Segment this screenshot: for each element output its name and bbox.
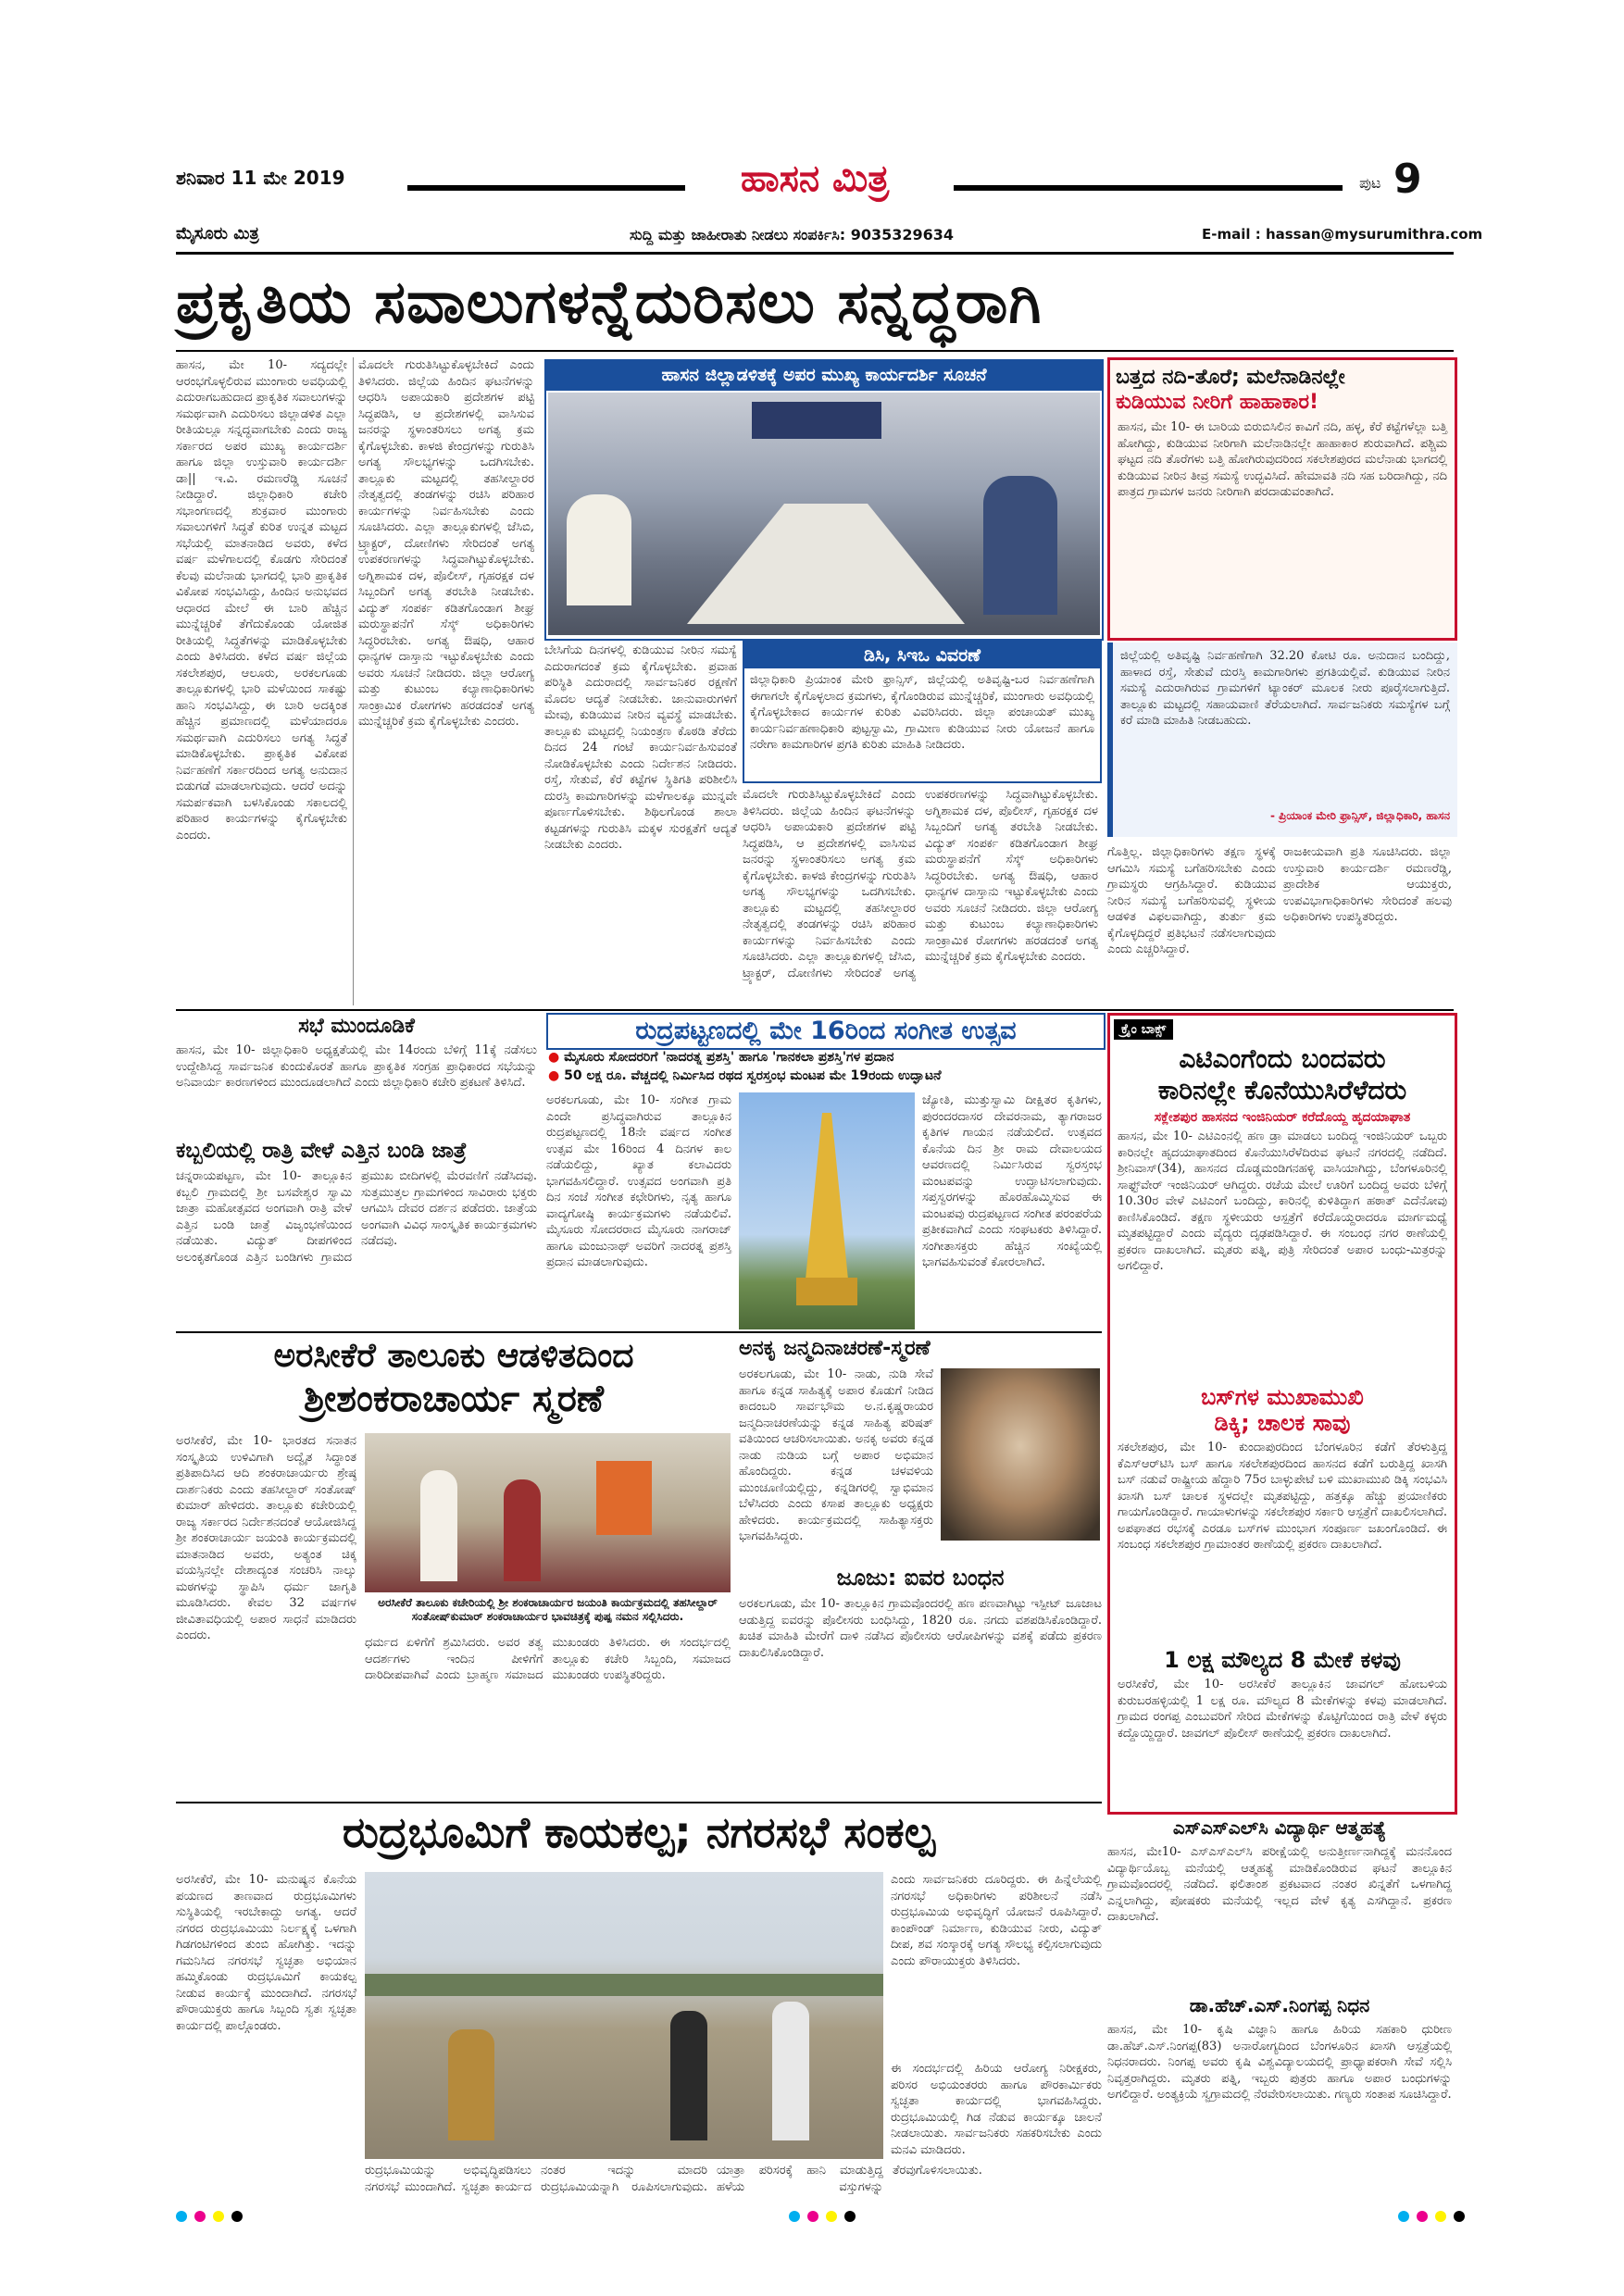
arsikere-caption: ಅರಸೀಕೆರೆ ತಾಲೂಕು ಕಚೇರಿಯಲ್ಲಿ ಶ್ರೀ ಶಂಕರಾಚಾರ್ಯರ ಜಯಂತಿ ಕಾರ್ಯಕ್ರಮದಲ್ಲಿ ತಹಸೀಲ್ದಾರ್ ಸಂತೋಷ್‌ಕುಮಾರ್ ಶಂಕರಾಚಾರ್ಯರ ಭಾವಚಿತ್ರಕ್ಕೆ ಪುಷ್ಪ ನಮನ ಸಲ್ಲಿಸಿದರು. bbox=[378, 1596, 718, 1623]
crime-title-1: ಎಟಿಎಂಗೆಂದು ಬಂದವರು bbox=[1179, 1043, 1386, 1074]
rudrapatna-bullet-1 bbox=[548, 1050, 1104, 1065]
crematorium-under: ರುದ್ರಭೂಮಿಯನ್ನು ಅಭಿವೃದ್ಧಿಪಡಿಸಲು ನಗರಸಭೆ ಮುಂದಾಗಿದೆ. ಸ್ವಚ್ಛತಾ ಕಾರ್ಯದ ನಂತರ ಇದನ್ನು ಮಾದರಿ ರುದ್ರಭೂಮಿಯನ್ನಾಗಿ ರೂಪಿಸಲಾಗುವುದು. ಯಾತ್ರಾ ಪರಿಸರಕ್ಕೆ ಹಾನಿ ಮಾಡುತ್ತಿದ್ದ ಹಳೆಯ ವಸ್ತುಗಳನ್ನು ತೆರವುಗೊಳಿಸಲಾಯಿತು. bbox=[365, 2164, 982, 2194]
bullet-icon: ● bbox=[548, 1050, 565, 1065]
masthead-rule-left bbox=[407, 185, 685, 191]
arsikere-title-1: ಅರಸೀಕೆರೆ ತಾಲೂಕು ಆಡಳಿತದಿಂದ bbox=[273, 1337, 634, 1375]
registration-dot bbox=[1435, 2211, 1446, 2222]
lead-headline: ಪ್ರಕೃತಿಯ ಸವಾಲುಗಳನ್ನೆದುರಿಸಲು ಸನ್ನದ್ಧರಾಗಿ bbox=[176, 268, 1043, 337]
crematorium-title: ರುದ್ರಭೂಮಿಗೆ ಕಾಯಕಲ್ಪ; ನಗರಸಭೆ ಸಂಕಲ್ಪ bbox=[342, 1807, 936, 1857]
masthead-date: ಶನಿವಾರ 11 ಮೇ 2019 bbox=[176, 167, 345, 189]
kabbali-body: ಚನ್ನರಾಯಪಟ್ಟಣ, ಮೇ 10- ತಾಲ್ಲೂಕಿನ ಕಬ್ಬಲಿ ಗ್ರಾಮದಲ್ಲಿ ಶ್ರೀ ಬಸವೇಶ್ವರ ಸ್ವಾಮಿ ಜಾತ್ರಾ ಮಹೋತ್ಸವದ ಅಂಗವಾಗಿ ರಾತ್ರಿ ವೇಳೆ ಎತ್ತಿನ ಬಂಡಿ ಜಾತ್ರೆ ವಿಜೃಂಭಣೆಯಿಂದ ನಡೆಯಿತು. ವಿದ್ಯುತ್ ದೀಪಗಳಿಂದ ಅಲಂಕೃತಗೊಂಡ ಎತ್ತಿನ ಬಂಡಿಗಳು ಗ್ರಾಮದ ಪ್ರಮುಖ ಬೀದಿಗಳಲ್ಲಿ ಮೆರವಣಿಗೆ ನಡೆಸಿದವು. ಸುತ್ತಮುತ್ತಲ ಗ್ರಾಮಗಳಿಂದ ಸಾವಿರಾರು ಭಕ್ತರು ಆಗಮಿಸಿ ದೇವರ ದರ್ಶನ ಪಡೆದರು. ಜಾತ್ರೆಯ ಅಂಗವಾಗಿ ವಿವಿಧ ಸಾಂಸ್ಕೃತಿಕ ಕಾರ್ಯಕ್ರಮಗಳು ನಡೆದವು. bbox=[176, 1169, 537, 1265]
registration-dot bbox=[194, 2211, 206, 2222]
arsikere-body: ಅರಸೀಕೆರೆ, ಮೇ 10- ಭಾರತದ ಸನಾತನ ಸಂಸ್ಕೃತಿಯ ಉಳಿವಿಗಾಗಿ ಅದ್ವೈತ ಸಿದ್ಧಾಂತ ಪ್ರತಿಪಾದಿಸಿದ ಆದಿ ಶಂಕರಾಚಾರ್ಯರು ಶ್ರೇಷ್ಠ ದಾರ್ಶನಿಕರು ಎಂದು ತಹಸೀಲ್ದಾರ್ ಸಂತೋಷ್ ಕುಮಾರ್ ಹೇಳಿದರು. ತಾಲ್ಲೂಕು ಕಚೇರಿಯಲ್ಲಿ ರಾಜ್ಯ ಸರ್ಕಾರದ ನಿರ್ದೇಶನದಂತೆ ಆಯೋಜಿಸಿದ್ದ ಶ್ರೀ ಶಂಕರಾಚಾರ್ಯ ಜಯಂತಿ ಕಾರ್ಯಕ್ರಮದಲ್ಲಿ ಮಾತನಾಡಿದ ಅವರು, ಅತ್ಯಂತ ಚಿಕ್ಕ ವಯಸ್ಸಿನಲ್ಲೇ ದೇಶಾದ್ಯಂತ ಸಂಚರಿಸಿ ನಾಲ್ಕು ಮಠಗಳನ್ನು ಸ್ಥಾಪಿಸಿ ಧರ್ಮ ಜಾಗೃತಿ ಮೂಡಿಸಿದರು. ಕೇವಲ 32 ವರ್ಷಗಳ ಜೀವಿತಾವಧಿಯಲ್ಲಿ ಅಪಾರ ಸಾಧನೆ ಮಾಡಿದರು ಎಂದರು. bbox=[176, 1434, 356, 1642]
registration-dot bbox=[176, 2211, 187, 2222]
lead-column-2: ಮೊದಲೇ ಗುರುತಿಸಿಟ್ಟುಕೊಳ್ಳಬೇಕಿದೆ ಎಂದು ತಿಳಿಸಿದರು. ಜಿಲ್ಲೆಯ ಹಿಂದಿನ ಘಟನೆಗಳನ್ನು ಆಧರಿಸಿ ಅಪಾಯಕಾರಿ ಪ್ರದೇಶಗಳ ಪಟ್ಟಿ ಸಿದ್ಧಪಡಿಸಿ, ಆ ಪ್ರದೇಶಗಳಲ್ಲಿ ವಾಸಿಸುವ ಜನರನ್ನು ಸ್ಥಳಾಂತರಿಸಲು ಅಗತ್ಯ ಕ್ರಮ ಕೈಗೊಳ್ಳಬೇಕು. ಕಾಳಜಿ ಕೇಂದ್ರಗಳನ್ನು ಗುರುತಿಸಿ ಅಗತ್ಯ ಸೌಲಭ್ಯಗಳನ್ನು ಒದಗಿಸಬೇಕು. ತಾಲ್ಲೂಕು ಮಟ್ಟದಲ್ಲಿ ತಹಸೀಲ್ದಾರರ ನೇತೃತ್ವದಲ್ಲಿ ತಂಡಗಳನ್ನು ರಚಿಸಿ ಪರಿಹಾರ ಕಾರ್ಯಗಳನ್ನು ನಿರ್ವಹಿಸಬೇಕು ಎಂದು ಸೂಚಿಸಿದರು. ಎಲ್ಲಾ ತಾಲ್ಲೂಕುಗಳಲ್ಲಿ ಜೆಸಿಬಿ, ಟ್ರ್ಯಾಕ್ಟರ್, ದೋಣಿಗಳು ಸೇರಿದಂತೆ ಅಗತ್ಯ ಉಪಕರಣಗಳನ್ನು ಸಿದ್ಧವಾಗಿಟ್ಟುಕೊಳ್ಳಬೇಕು. ಅಗ್ನಿಶಾಮಕ ದಳ, ಪೊಲೀಸ್, ಗೃಹರಕ್ಷಕ ದಳ ಸಿಬ್ಬಂದಿಗೆ ಅಗತ್ಯ ತರಬೇತಿ ನೀಡಬೇಕು. ವಿದ್ಯುತ್ ಸಂಪರ್ಕ ಕಡಿತಗೊಂಡಾಗ ಶೀಘ್ರ ಮರುಸ್ಥಾಪನೆಗೆ ಸೆಸ್ಕ್ ಅಧಿಕಾರಿಗಳು ಸಿದ್ಧರಿರಬೇಕು. ಅಗತ್ಯ ಔಷಧಿ, ಆಹಾರ ಧಾನ್ಯಗಳ ದಾಸ್ತಾನು ಇಟ್ಟುಕೊಳ್ಳಬೇಕು ಎಂದು ಅವರು ಸೂಚನೆ ನೀಡಿದರು. ಜಿಲ್ಲಾ ಆರೋಗ್ಯ ಮತ್ತು ಕುಟುಂಬ ಕಲ್ಯಾಣಾಧಿಕಾರಿಗಳು ಸಾಂಕ್ರಾಮಿಕ ರೋಗಗಳು ಹರಡದಂತೆ ಅಗತ್ಯ ಮುನ್ನೆಚ್ಚರಿಕೆ ಕ್ರಮ ಕೈಗೊಳ್ಳಬೇಕು ಎಂದರು. bbox=[358, 358, 534, 729]
paper-name: ಹಾಸನ ಮಿತ್ರ bbox=[740, 157, 890, 200]
bus-body: ಸಕಲೇಶಪುರ, ಮೇ 10- ಕುಂದಾಪುರದಿಂದ ಬೆಂಗಳೂರಿನ ಕಡೆಗೆ ತೆರಳುತ್ತಿದ್ದ ಕೆಎಸ್‌ಆರ್‌ಟಿಸಿ ಬಸ್ ಹಾಗೂ ಸಕಲೇಶಪುರದಿಂದ ಹಾಸನದ ಕಡೆಗೆ ಬರುತ್ತಿದ್ದ ಖಾಸಗಿ ಬಸ್ ನಡುವೆ ರಾಷ್ಟ್ರೀಯ ಹೆದ್ದಾರಿ 75ರ ಬಾಳ್ಳುಪೇಟೆ ಬಳಿ ಮುಖಾಮುಖಿ ಡಿಕ್ಕಿ ಸಂಭವಿಸಿ ಖಾಸಗಿ ಬಸ್ ಚಾಲಕ ಸ್ಥಳದಲ್ಲೇ ಮೃತಪಟ್ಟಿದ್ದು, ಹತ್ತಕ್ಕೂ ಹೆಚ್ಚು ಪ್ರಯಾಣಿಕರು ಗಾಯಗೊಂಡಿದ್ದಾರೆ. ಗಾಯಾಳುಗಳನ್ನು ಸಕಲೇಶಪುರ ಸರ್ಕಾರಿ ಆಸ್ಪತ್ರೆಗೆ ದಾಖಲಿಸಲಾಗಿದೆ. ಅಪಘಾತದ ರಭಸಕ್ಕೆ ಎರಡೂ ಬಸ್‌ಗಳ ಮುಂಭಾಗ ಸಂಪೂರ್ಣ ಜಖಂಗೊಂಡಿದೆ. ಈ ಸಂಬಂಧ ಸಕಲೇಶಪುರ ಗ್ರಾಮಾಂತರ ಠಾಣೆಯಲ್ಲಿ ಪ್ರಕರಣ ದಾಖಲಾಗಿದೆ. bbox=[1118, 1441, 1447, 1552]
rudrapatna-col-1: ಅರಕಲಗೂಡು, ಮೇ 10- ಸಂಗೀತ ಗ್ರಾಮ ಎಂದೇ ಪ್ರಸಿದ್ಧವಾಗಿರುವ ತಾಲ್ಲೂಕಿನ ರುದ್ರಪಟ್ಟಣದಲ್ಲಿ 18ನೇ ವರ್ಷದ ಸಂಗೀತ ಉತ್ಸವ ಮೇ 16ರಿಂದ 4 ದಿನಗಳ ಕಾಲ ನಡೆಯಲಿದ್ದು, ಖ್ಯಾತ ಕಲಾವಿದರು ಭಾಗವಹಿಸಲಿದ್ದಾರೆ. ಉತ್ಸವದ ಅಂಗವಾಗಿ ಪ್ರತಿ ದಿನ ಸಂಜೆ ಸಂಗೀತ ಕಛೇರಿಗಳು, ನೃತ್ಯ ಹಾಗೂ ವಾದ್ಯಗೋಷ್ಠಿ ಕಾರ್ಯಕ್ರಮಗಳು ನಡೆಯಲಿವೆ. ಮೈಸೂರು ಸೋದರರಾದ ಮೈಸೂರು ನಾಗರಾಜ್ ಹಾಗೂ ಮಂಜುನಾಥ್ ಅವರಿಗೆ ನಾದರತ್ನ ಪ್ರಶಸ್ತಿ ಪ್ರದಾನ ಮಾಡಲಾಗುವುದು. bbox=[546, 1093, 731, 1269]
meeting-body: ಹಾಸನ, ಮೇ 10- ಜಿಲ್ಲಾಧಿಕಾರಿ ಅಧ್ಯಕ್ಷತೆಯಲ್ಲಿ ಮೇ 14ರಂದು ಬೆಳಿಗ್ಗೆ 11ಕ್ಕೆ ನಡೆಸಲು ಉದ್ದೇಶಿಸಿದ್ದ ಸಾರ್ವಜನಿಕ ಕುಂದುಕೊರತೆ ಹಾಗೂ ಪ್ರಾಕೃತಿಕ ಸಂಗ್ರಹ ಪ್ರಾಧಿಕಾರದ ಸಭೆಯನ್ನು ಅನಿವಾರ್ಯ ಕಾರಣಗಳಿಂದ ಮುಂದೂಡಲಾಗಿದೆ ಎಂದು ಜಿಲ್ಲಾಧಿಕಾರಿ ಕಚೇರಿ ಪ್ರಕಟಣೆ ತಿಳಿಸಿದೆ. bbox=[176, 1043, 537, 1090]
temple-photo bbox=[739, 1092, 915, 1329]
goat-title: 1 ಲಕ್ಷ ಮೌಲ್ಯದ 8 ಮೇಕೆ ಕಳವು bbox=[1164, 1647, 1401, 1673]
crematorium-photo bbox=[365, 1872, 883, 2159]
registration-dot bbox=[1454, 2211, 1465, 2222]
sslc-body: ಹಾಸನ, ಮೇ10- ಎಸ್‌ಎಸ್‌ಎಲ್‌ಸಿ ಪರೀಕ್ಷೆಯಲ್ಲಿ ಅನುತ್ತೀರ್ಣನಾಗಿದ್ದಕ್ಕೆ ಮನನೊಂದ ವಿದ್ಯಾರ್ಥಿಯೊಬ್ಬ ಮನೆಯಲ್ಲಿ ಆತ್ಮಹತ್ಯೆ ಮಾಡಿಕೊಂಡಿರುವ ಘಟನೆ ತಾಲ್ಲೂಕಿನ ಗ್ರಾಮವೊಂದರಲ್ಲಿ ನಡೆದಿದೆ. ಫಲಿತಾಂಶ ಪ್ರಕಟವಾದ ನಂತರ ಖಿನ್ನತೆಗೆ ಒಳಗಾಗಿದ್ದ ಎನ್ನಲಾಗಿದ್ದು, ಪೋಷಕರು ಮನೆಯಲ್ಲಿ ಇಲ್ಲದ ವೇಳೆ ಕೃತ್ಯ ಎಸಗಿದ್ದಾನೆ. ಪ್ರಕರಣ ದಾಖಲಾಗಿದೆ. bbox=[1107, 1845, 1452, 1924]
registration-dot bbox=[826, 2211, 837, 2222]
page-number: 9 bbox=[1393, 156, 1422, 203]
sister-paper: ಮೈಸೂರು ಮಿತ್ರ bbox=[176, 224, 259, 243]
page-label: ಪುಟ bbox=[1359, 174, 1381, 192]
water-after: ಗೊತ್ತಿಲ್ಲ. ಜಿಲ್ಲಾಧಿಕಾರಿಗಳು ತಕ್ಷಣ ಸ್ಥಳಕ್ಕೆ ಆಗಮಿಸಿ ಸಮಸ್ಯೆ ಬಗೆಹರಿಸಬೇಕು ಎಂದು ಗ್ರಾಮಸ್ಥರು ಆಗ್ರಹಿಸಿದ್ದಾರೆ. ಕುಡಿಯುವ ನೀರಿನ ಸಮಸ್ಯೆ ಬಗೆಹರಿಸುವಲ್ಲಿ ಸ್ಥಳೀಯ ಆಡಳಿತ ವಿಫಲವಾಗಿದ್ದು, ತುರ್ತು ಕ್ರಮ ಕೈಗೊಳ್ಳದಿದ್ದರೆ ಪ್ರತಿಭಟನೆ ನಡೆಸಲಾಗುವುದು ಎಂದು ಎಚ್ಚರಿಸಿದ್ದಾರೆ. bbox=[1107, 845, 1276, 956]
photo-box bbox=[544, 359, 1104, 641]
email-line: E-mail : hassan@mysurumithra.com bbox=[1202, 226, 1483, 243]
registration-dot bbox=[844, 2211, 856, 2222]
column-divider bbox=[353, 357, 354, 1005]
registration-dot bbox=[807, 2211, 818, 2222]
arsikere-body-2: ಧರ್ಮದ ಏಳಿಗೆಗೆ ಶ್ರಮಿಸಿದರು. ಅವರ ತತ್ವ ಆದರ್ಶಗಳು ಇಂದಿನ ಪೀಳಿಗೆಗೆ ದಾರಿದೀಪವಾಗಿವೆ ಎಂದು ಬ್ರಾಹ್ಮಣ ಸಮಾಜದ ಮುಖಂಡರು ತಿಳಿಸಿದರು. ಈ ಸಂದರ್ಭದಲ್ಲಿ ತಾಲ್ಲೂಕು ಕಚೇರಿ ಸಿಬ್ಬಂದಿ, ಸಮಾಜದ ಮುಖಂಡರು ಉಪಸ್ಥಿತರಿದ್ದರು. bbox=[365, 1636, 731, 1682]
masthead-rule-right bbox=[954, 185, 1343, 191]
crematorium-col-3: ಈ ಸಂದರ್ಭದಲ್ಲಿ ಹಿರಿಯ ಆರೋಗ್ಯ ನಿರೀಕ್ಷಕರು, ಪರಿಸರ ಅಭಿಯಂತರರು ಹಾಗೂ ಪೌರಕಾರ್ಮಿಕರು ಸ್ವಚ್ಛತಾ ಕಾರ್ಯದಲ್ಲಿ ಭಾಗವಹಿಸಿದ್ದರು. ರುದ್ರಭೂಮಿಯಲ್ಲಿ ಗಿಡ ನೆಡುವ ಕಾರ್ಯಕ್ಕೂ ಚಾಲನೆ ನೀಡಲಾಯಿತು. ಸಾರ್ವಜನಿಕರು ಸಹಕರಿಸಬೇಕು ಎಂದು ಮನವಿ ಮಾಡಿದರು. bbox=[891, 2062, 1102, 2157]
dc-ceo-box bbox=[743, 641, 1102, 783]
obit-title: ಡಾ.ಹೆಚ್.ಎಸ್.ನಿಂಗಪ್ಪ ನಿಧನ bbox=[1189, 1994, 1370, 2016]
photo-box-body: ಬೇಸಿಗೆಯ ದಿನಗಳಲ್ಲಿ ಕುಡಿಯುವ ನೀರಿನ ಸಮಸ್ಯೆ ಎದುರಾಗದಂತೆ ಕ್ರಮ ಕೈಗೊಳ್ಳಬೇಕು. ಪ್ರವಾಹ ಪರಿಸ್ಥಿತಿ ಎದುರಾದಲ್ಲಿ ಸಾರ್ವಜನಿಕರ ರಕ್ಷಣೆಗೆ ಮೊದಲ ಆದ್ಯತೆ ನೀಡಬೇಕು. ಜಾನುವಾರುಗಳಿಗೆ ಮೇವು, ಕುಡಿಯುವ ನೀರಿನ ವ್ಯವಸ್ಥೆ ಮಾಡಬೇಕು. ತಾಲ್ಲೂಕು ಮಟ್ಟದಲ್ಲಿ ನಿಯಂತ್ರಣ ಕೊಠಡಿ ತೆರೆದು ದಿನದ 24 ಗಂಟೆ ಕಾರ್ಯನಿರ್ವಹಿಸುವಂತೆ ನೋಡಿಕೊಳ್ಳಬೇಕು ಎಂದು ನಿರ್ದೇಶನ ನೀಡಿದರು. ರಸ್ತೆ, ಸೇತುವೆ, ಕೆರೆ ಕಟ್ಟೆಗಳ ಸ್ಥಿತಿಗತಿ ಪರಿಶೀಲಿಸಿ ದುರಸ್ತಿ ಕಾಮಗಾರಿಗಳನ್ನು ಮಳೆಗಾಲಕ್ಕೂ ಮುನ್ನವೇ ಪೂರ್ಣಗೊಳಿಸಬೇಕು. ಶಿಥಿಲಗೊಂಡ ಶಾಲಾ ಕಟ್ಟಡಗಳನ್ನು ಗುರುತಿಸಿ ಮಕ್ಕಳ ಸುರಕ್ಷತೆಗೆ ಆದ್ಯತೆ ನೀಡಬೇಕು ಎಂದರು. bbox=[544, 643, 737, 852]
rudrapatna-bullet-2 bbox=[548, 1068, 1104, 1083]
water-title-2: ಕುಡಿಯುವ ನೀರಿಗೆ ಹಾಹಾಕಾರ! bbox=[1116, 391, 1319, 414]
dc-ceo-title: ಡಿಸಿ, ಸಿಇಒ ವಿವರಣೆ bbox=[744, 643, 1100, 668]
crime-title-2: ಕಾರಿನಲ್ಲೇ ಕೊನೆಯುಸಿರೆಳೆದರು bbox=[1157, 1075, 1407, 1105]
gambling-body: ಅರಕಲಗೂಡು, ಮೇ 10- ತಾಲ್ಲೂಕಿನ ಗ್ರಾಮವೊಂದರಲ್ಲಿ ಹಣ ಪಣವಾಗಿಟ್ಟು ಇಸ್ಪೀಟ್ ಜೂಜಾಟ ಆಡುತ್ತಿದ್ದ ಐವರನ್ನು ಪೊಲೀಸರು ಬಂಧಿಸಿದ್ದು, 1820 ರೂ. ನಗದು ವಶಪಡಿಸಿಕೊಂಡಿದ್ದಾರೆ. ಖಚಿತ ಮಾಹಿತಿ ಮೇರೆಗೆ ದಾಳಿ ನಡೆಸಿದ ಪೊಲೀಸರು ಆರೋಪಿಗಳನ್ನು ವಶಕ್ಕೆ ಪಡೆದು ಪ್ರಕರಣ ದಾಖಲಿಸಿಕೊಂಡಿದ್ದಾರೆ. bbox=[739, 1597, 1102, 1660]
crematorium-col-1: ಅರಸೀಕೆರೆ, ಮೇ 10- ಮನುಷ್ಯನ ಕೊನೆಯ ಪಯಣದ ತಾಣವಾದ ರುದ್ರಭೂಮಿಗಳು ಸುಸ್ಥಿತಿಯಲ್ಲಿ ಇರಬೇಕಾದ್ದು ಅಗತ್ಯ. ಆದರೆ ನಗರದ ರುದ್ರಭೂಮಿಯು ನಿರ್ಲಕ್ಷ್ಯಕ್ಕೆ ಒಳಗಾಗಿ ಗಿಡಗಂಟಿಗಳಿಂದ ತುಂಬಿ ಹೋಗಿತ್ತು. ಇದನ್ನು ಗಮನಿಸಿದ ನಗರಸಭೆ ಸ್ವಚ್ಛತಾ ಅಭಿಯಾನ ಹಮ್ಮಿಕೊಂಡು ರುದ್ರಭೂಮಿಗೆ ಕಾಯಕಲ್ಪ ನೀಡುವ ಕಾರ್ಯಕ್ಕೆ ಮುಂದಾಗಿದೆ. ನಗರಸಭೆ ಪೌರಾಯುಕ್ತರು ಹಾಗೂ ಸಿಬ್ಬಂದಿ ಸ್ವತಃ ಸ್ವಚ್ಛತಾ ಕಾರ್ಯದಲ್ಲಿ ಪಾಲ್ಗೊಂಡರು. bbox=[176, 1873, 356, 2033]
lead-headline-rule bbox=[176, 350, 1454, 352]
meeting-title: ಸಭೆ ಮುಂದೂಡಿಕೆ bbox=[298, 1015, 415, 1038]
crime-tag: ಕ್ರೈಂ ಬಾಕ್ಸ್ bbox=[1114, 1019, 1173, 1040]
crime-subtitle: ಸಕ್ಲೇಶಪುರ ಹಾಸನದ ಇಂಜಿನಿಯರ್ ಕರೆದೊಯ್ದ ಹೃದಯಾಘಾತ bbox=[1154, 1110, 1411, 1125]
registration-dot bbox=[213, 2211, 224, 2222]
lead-column-1: ಹಾಸನ, ಮೇ 10- ಸದ್ಯದಲ್ಲೇ ಆರಂಭಗೊಳ್ಳಲಿರುವ ಮುಂಗಾರು ಅವಧಿಯಲ್ಲಿ ಎದುರಾಗಬಹುದಾದ ಪ್ರಾಕೃತಿಕ ಸವಾಲುಗಳನ್ನು ಸಮರ್ಥವಾಗಿ ಎದುರಿಸಲು ಜಿಲ್ಲಾಡಳಿತ ಎಲ್ಲಾ ರೀತಿಯಲ್ಲೂ ಸನ್ನದ್ಧವಾಗಬೇಕು ಎಂದು ರಾಜ್ಯ ಸರ್ಕಾರದ ಅಪರ ಮುಖ್ಯ ಕಾರ್ಯದರ್ಶಿ ಹಾಗೂ ಜಿಲ್ಲಾ ಉಸ್ತುವಾರಿ ಕಾರ್ಯದರ್ಶಿ ಡಾ|| ಇ.ವಿ. ರಮಣರೆಡ್ಡಿ ಸೂಚನೆ ನೀಡಿದ್ದಾರೆ. ಜಿಲ್ಲಾಧಿಕಾರಿ ಕಚೇರಿ ಸಭಾಂಗಣದಲ್ಲಿ ಶುಕ್ರವಾರ ಮುಂಗಾರು ಸವಾಲುಗಳಿಗೆ ಸಿದ್ಧತೆ ಕುರಿತ ಉನ್ನತ ಮಟ್ಟದ ಸಭೆಯಲ್ಲಿ ಮಾತನಾಡಿದ ಅವರು, ಕಳೆದ ವರ್ಷ ಮಳೆಗಾಲದಲ್ಲಿ ಕೊಡಗು ಸೇರಿದಂತೆ ಕೆಲವು ಮಲೆನಾಡು ಭಾಗದಲ್ಲಿ ಭಾರಿ ಪ್ರಾಕೃತಿಕ ವಿಕೋಪ ಸಂಭವಿಸಿದ್ದು, ಹಿಂದಿನ ಅನುಭವದ ಆಧಾರದ ಮೇಲೆ ಈ ಬಾರಿ ಹೆಚ್ಚಿನ ಮುನ್ನೆಚ್ಚರಿಕೆ ತೆಗೆದುಕೊಂಡು ಯೋಜಿತ ರೀತಿಯಲ್ಲಿ ಸಿದ್ಧತೆಗಳನ್ನು ಮಾಡಿಕೊಳ್ಳಬೇಕು ಎಂದು ತಿಳಿಸಿದರು. ಕಳೆದ ವರ್ಷ ಜಿಲ್ಲೆಯ ಸಕಲೇಶಪುರ, ಆಲೂರು, ಅರಕಲಗೂಡು ತಾಲ್ಲೂಕುಗಳಲ್ಲಿ ಭಾರಿ ಮಳೆಯಿಂದ ಸಾಕಷ್ಟು ಹಾನಿ ಸಂಭವಿಸಿದ್ದು, ಈ ಬಾರಿ ಅದಕ್ಕಿಂತ ಹೆಚ್ಚಿನ ಪ್ರಮಾಣದಲ್ಲಿ ಮಳೆಯಾದರೂ ಸಮರ್ಥವಾಗಿ ಎದುರಿಸಲು ಅಗತ್ಯ ಸಿದ್ಧತೆ ಮಾಡಿಕೊಳ್ಳಬೇಕು. ಪ್ರಾಕೃತಿಕ ವಿಕೋಪ ನಿರ್ವಹಣೆಗೆ ಸರ್ಕಾರದಿಂದ ಅಗತ್ಯ ಅನುದಾನ ಬಿಡುಗಡೆ ಮಾಡಲಾಗುವುದು. ಆದರೆ ಅದನ್ನು ಸಮರ್ಪಕವಾಗಿ ಬಳಸಿಕೊಂಡು ಸಕಾಲದಲ್ಲಿ ಪರಿಹಾರ ಕಾರ್ಯಗಳನ್ನು ಕೈಗೊಳ್ಳಬೇಕು ಎಂದರು. bbox=[176, 358, 348, 842]
anakru-body: ಅರಕಲಗೂಡು, ಮೇ 10- ನಾಡು, ನುಡಿ ಸೇವೆ ಹಾಗೂ ಕನ್ನಡ ಸಾಹಿತ್ಯಕ್ಕೆ ಅಪಾರ ಕೊಡುಗೆ ನೀಡಿದ ಕಾದಂಬರಿ ಸಾರ್ವಭೌಮ ಅ.ನ.ಕೃಷ್ಣರಾಯರ ಜನ್ಮದಿನಾಚರಣೆಯನ್ನು ಕನ್ನಡ ಸಾಹಿತ್ಯ ಪರಿಷತ್ ವತಿಯಿಂದ ಆಚರಿಸಲಾಯಿತು. ಅನಕೃ ಅವರು ಕನ್ನಡ ನಾಡು ನುಡಿಯ ಬಗ್ಗೆ ಅಪಾರ ಅಭಿಮಾನ ಹೊಂದಿದ್ದರು. ಕನ್ನಡ ಚಳವಳಿಯ ಮುಂಚೂಣಿಯಲ್ಲಿದ್ದು, ಕನ್ನಡಿಗರಲ್ಲಿ ಸ್ವಾಭಿಮಾನ ಬೆಳೆಸಿದರು ಎಂದು ಕಸಾಪ ತಾಲ್ಲೂಕು ಅಧ್ಯಕ್ಷರು ಹೇಳಿದರು. ಕಾರ್ಯಕ್ರಮದಲ್ಲಿ ಸಾಹಿತ್ಯಾಸಕ್ತರು ಭಾಗವಹಿಸಿದ್ದರು. bbox=[739, 1367, 933, 1543]
goat-body: ಅರಸೀಕೆರೆ, ಮೇ 10- ಅರಸೀಕೆರೆ ತಾಲ್ಲೂಕಿನ ಜಾವಗಲ್ ಹೋಬಳಿಯ ಕುರುಬರಹಳ್ಳಿಯಲ್ಲಿ 1 ಲಕ್ಷ ರೂ. ಮೌಲ್ಯದ 8 ಮೇಕೆಗಳನ್ನು ಕಳವು ಮಾಡಲಾಗಿದೆ. ಗ್ರಾಮದ ರಂಗಪ್ಪ ಎಂಬುವರಿಗೆ ಸೇರಿದ ಮೇಕೆಗಳನ್ನು ಕೊಟ್ಟಿಗೆಯಿಂದ ರಾತ್ರಿ ವೇಳೆ ಕಳ್ಳರು ಕದ್ದೊಯ್ದಿದ್ದಾರೆ. ಜಾವಗಲ್ ಪೊಲೀಸ್ ಠಾಣೆಯಲ್ಲಿ ಪ್ರಕರಣ ದಾಖಲಾಗಿದೆ. bbox=[1118, 1678, 1447, 1741]
registration-dot bbox=[1398, 2211, 1409, 2222]
photo-box-title: ಹಾಸನ ಜಿಲ್ಲಾಡಳಿತಕ್ಕೆ ಅಪರ ಮುಖ್ಯ ಕಾರ್ಯದರ್ಶಿ ಸೂಚನೆ bbox=[546, 361, 1102, 391]
bullet-text: ಮೈಸೂರು ಸೋದರರಿಗೆ 'ನಾದರತ್ನ ಪ್ರಶಸ್ತಿ' ಹಾಗೂ 'ಗಾನಕಲಾ ಪ್ರಶಸ್ತಿ'ಗಳ ಪ್ರದಾನ bbox=[564, 1050, 894, 1065]
crime-body: ಹಾಸನ, ಮೇ 10- ಎಟಿಎಂನಲ್ಲಿ ಹಣ ಡ್ರಾ ಮಾಡಲು ಬಂದಿದ್ದ ಇಂಜಿನಿಯರ್ ಒಬ್ಬರು ಕಾರಿನಲ್ಲೇ ಹೃದಯಾಘಾತದಿಂದ ಕೊನೆಯುಸಿರೆಳೆದಿರುವ ಘಟನೆ ನಗರದಲ್ಲಿ ನಡೆದಿದೆ. ಶ್ರೀನಿವಾಸ್(34), ಹಾಸನದ ದೊಡ್ಡಮಂಡಿಗನಹಳ್ಳಿ ವಾಸಿಯಾಗಿದ್ದು, ಬೆಂಗಳೂರಿನಲ್ಲಿ ಸಾಫ್ಟ್‌ವೇರ್ ಇಂಜಿನಿಯರ್ ಆಗಿದ್ದರು. ರಜೆಯ ಮೇಲೆ ಊರಿಗೆ ಬಂದಿದ್ದ ಅವರು ಬೆಳಿಗ್ಗೆ 10.30ರ ವೇಳೆ ಎಟಿಎಂಗೆ ಬಂದಿದ್ದು, ಕಾರಿನಲ್ಲಿ ಕುಳಿತಿದ್ದಾಗ ಹಠಾತ್ ಎದೆನೋವು ಕಾಣಿಸಿಕೊಂಡಿದೆ. ತಕ್ಷಣ ಸ್ಥಳೀಯರು ಆಸ್ಪತ್ರೆಗೆ ಕರೆದೊಯ್ದರಾದರೂ ಮಾರ್ಗಮಧ್ಯೆ ಮೃತಪಟ್ಟಿದ್ದಾರೆ ಎಂದು ವೈದ್ಯರು ದೃಢಪಡಿಸಿದ್ದಾರೆ. ಈ ಸಂಬಂಧ ನಗರ ಠಾಣೆಯಲ್ಲಿ ಪ್ರಕರಣ ದಾಖಲಾಗಿದೆ. ಮೃತರು ಪತ್ನಿ, ಪುತ್ರಿ ಸೇರಿದಂತೆ ಅಪಾರ ಬಂಧು-ಮಿತ್ರರನ್ನು ಅಗಲಿದ್ದಾರೆ. bbox=[1118, 1129, 1447, 1273]
registration-dot bbox=[789, 2211, 800, 2222]
crime-box bbox=[1107, 1013, 1457, 1815]
section-rule-2 bbox=[176, 1331, 1102, 1333]
water-box bbox=[1107, 357, 1457, 641]
dc-ceo-body: ಜಿಲ್ಲಾಧಿಕಾರಿ ಪ್ರಿಯಾಂಕ ಮೇರಿ ಫ್ರಾನ್ಸಿಸ್, ಜಿಲ್ಲೆಯಲ್ಲಿ ಅತಿವೃಷ್ಟಿ-ಬರ ನಿರ್ವಹಣೆಗಾಗಿ ಈಗಾಗಲೇ ಕೈಗೊಳ್ಳಲಾದ ಕ್ರಮಗಳು, ಕೈಗೊಂಡಿರುವ ಮುನ್ನೆಚ್ಚರಿಕೆ, ಮುಂಗಾರು ಅವಧಿಯಲ್ಲಿ ಕೈಗೊಳ್ಳಬೇಕಾದ ಕಾರ್ಯಗಳ ಕುರಿತು ವಿವರಿಸಿದರು. ಜಿಲ್ಲಾ ಪಂಚಾಯತ್ ಮುಖ್ಯ ಕಾರ್ಯನಿರ್ವಹಣಾಧಿಕಾರಿ ಪುಟ್ಟಸ್ವಾಮಿ, ಗ್ರಾಮೀಣ ಕುಡಿಯುವ ನೀರು ಯೋಜನೆ ಹಾಗೂ ನರೇಗಾ ಕಾಮಗಾರಿಗಳ ಪ್ರಗತಿ ಕುರಿತು ಮಾಹಿತಿ ನೀಡಿದರು. bbox=[750, 673, 1094, 752]
anakru-title: ಅನಕೃ ಜನ್ಮದಿನಾಚರಣೆ-ಸ್ಮರಣೆ bbox=[739, 1337, 931, 1360]
masthead-bottom-rule bbox=[176, 252, 1454, 255]
bus-title-1: ಬಸ್‌ಗಳ ಮುಖಾಮುಖಿ bbox=[1201, 1384, 1364, 1410]
bullet-icon: ● bbox=[548, 1068, 565, 1083]
bullet-text: 50 ಲಕ್ಷ ರೂ. ವೆಚ್ಚದಲ್ಲಿ ನಿರ್ಮಿಸಿದ ರಥದ ಸ್ವರಸ್ತಂಭ ಮಂಟಪ ಮೇ 19ರಂದು ಉದ್ಘಾಟನೆ bbox=[564, 1068, 942, 1083]
section-rule-1 bbox=[176, 1009, 1454, 1011]
water-quote-box bbox=[1107, 643, 1457, 837]
section-rule-3 bbox=[176, 1802, 1102, 1803]
rudrapatna-col-3: ಜ್ಯೋತಿ, ಮುತ್ತುಸ್ವಾಮಿ ದೀಕ್ಷಿತರ ಕೃತಿಗಳು, ಪುರಂದರದಾಸರ ದೇವರನಾಮ, ತ್ಯಾಗರಾಜರ ಕೃತಿಗಳ ಗಾಯನ ನಡೆಯಲಿದೆ. ಉತ್ಸವದ ಕೊನೆಯ ದಿನ ಶ್ರೀ ರಾಮ ದೇವಾಲಯದ ಆವರಣದಲ್ಲಿ ನಿರ್ಮಿಸಿರುವ ಸ್ವರಸ್ತಂಭ ಮಂಟಪವನ್ನು ಉದ್ಘಾಟಿಸಲಾಗುವುದು. ಸಪ್ತಸ್ವರಗಳನ್ನು ಹೊರಹೊಮ್ಮಿಸುವ ಈ ಮಂಟಪವು ರುದ್ರಪಟ್ಟಣದ ಸಂಗೀತ ಪರಂಪರೆಯ ಪ್ರತೀಕವಾಗಿದೆ ಎಂದು ಸಂಘಟಕರು ತಿಳಿಸಿದ್ದಾರೆ. ಸಂಗೀತಾಸಕ್ತರು ಹೆಚ್ಚಿನ ಸಂಖ್ಯೆಯಲ್ಲಿ ಭಾಗವಹಿಸುವಂತೆ ಕೋರಲಾಗಿದೆ. bbox=[922, 1093, 1102, 1269]
kabbali-title: ಕಬ್ಬಲಿಯಲ್ಲಿ ರಾತ್ರಿ ವೇಳೆ ಎತ್ತಿನ ಬಂಡಿ ಜಾತ್ರೆ bbox=[176, 1139, 468, 1163]
bus-title-2: ಡಿಕ್ಕಿ; ಚಾಲಕ ಸಾವು bbox=[1214, 1410, 1351, 1436]
registration-dot bbox=[1417, 2211, 1428, 2222]
gambling-title: ಜೂಜು: ಐವರ ಬಂಧನ bbox=[836, 1565, 1005, 1591]
crematorium-col-2: ಎಂದು ಸಾರ್ವಜನಿಕರು ದೂರಿದ್ದರು. ಈ ಹಿನ್ನೆಲೆಯಲ್ಲಿ ನಗರಸಭೆ ಅಧಿಕಾರಿಗಳು ಪರಿಶೀಲನೆ ನಡೆಸಿ ರುದ್ರಭೂಮಿಯ ಅಭಿವೃದ್ಧಿಗೆ ಯೋಜನೆ ರೂಪಿಸಿದ್ದಾರೆ. ಕಾಂಪೌಂಡ್ ನಿರ್ಮಾಣ, ಕುಡಿಯುವ ನೀರು, ವಿದ್ಯುತ್ ದೀಪ, ಶವ ಸಂಸ್ಕಾರಕ್ಕೆ ಅಗತ್ಯ ಸೌಲಭ್ಯ ಕಲ್ಪಿಸಲಾಗುವುದು ಎಂದು ಪೌರಾಯುಕ್ತರು ತಿಳಿಸಿದರು. bbox=[891, 1873, 1102, 1968]
arsikere-title-2: ಶ್ರೀಶಂಕರಾಚಾರ್ಯ ಸ್ಮರಣೆ bbox=[303, 1378, 604, 1420]
water-quote: ಜಿಲ್ಲೆಯಲ್ಲಿ ಅತಿವೃಷ್ಟಿ ನಿರ್ವಹಣೆಗಾಗಿ 32.20 ಕೋಟಿ ರೂ. ಅನುದಾನ ಬಂದಿದ್ದು, ಹಾಳಾದ ರಸ್ತೆ, ಸೇತುವೆ ದುರಸ್ತಿ ಕಾಮಗಾರಿಗಳು ಪ್ರಗತಿಯಲ್ಲಿವೆ. ಕುಡಿಯುವ ನೀರಿನ ಸಮಸ್ಯೆ ಎದುರಾಗಿರುವ ಗ್ರಾಮಗಳಿಗೆ ಟ್ಯಾಂಕರ್ ಮೂಲಕ ನೀರು ಪೂರೈಸಲಾಗುತ್ತಿದೆ. ತಾಲ್ಲೂಕು ಮಟ್ಟದಲ್ಲಿ ಸಹಾಯವಾಣಿ ತೆರೆಯಲಾಗಿದೆ. ಸಾರ್ವಜನಿಕರು ಸಮಸ್ಯೆಗಳ ಬಗ್ಗೆ ಕರೆ ಮಾಡಿ ಮಾಹಿತಿ ನೀಡಬಹುದು. bbox=[1120, 649, 1450, 728]
water-quote-by: - ಪ್ರಿಯಾಂಕ ಮೇರಿ ಫ್ರಾನ್ಸಿಸ್, ಜಿಲ್ಲಾಧಿಕಾರಿ, ಹಾಸನ bbox=[1269, 809, 1450, 822]
rudrapatna-title: ರುದ್ರಪಟ್ಟಣದಲ್ಲಿ ಮೇ 16ರಿಂದ ಸಂಗೀತ ಉತ್ಸವ bbox=[546, 1013, 1106, 1050]
sslc-title: ಎಸ್‌ಎಸ್‌ಎಲ್‌ಸಿ ವಿದ್ಯಾರ್ಥಿ ಆತ್ಮಹತ್ಯೆ bbox=[1172, 1816, 1387, 1839]
anakru-photo bbox=[941, 1368, 1100, 1541]
contact-line: ಸುದ್ದಿ ಮತ್ತು ಜಾಹೀರಾತು ನೀಡಲು ಸಂಪರ್ಕಿಸಿ: 9035329634 bbox=[630, 226, 955, 243]
lead-continuation: ಮೊದಲೇ ಗುರುತಿಸಿಟ್ಟುಕೊಳ್ಳಬೇಕಿದೆ ಎಂದು ತಿಳಿಸಿದರು. ಜಿಲ್ಲೆಯ ಹಿಂದಿನ ಘಟನೆಗಳನ್ನು ಆಧರಿಸಿ ಅಪಾಯಕಾರಿ ಪ್ರದೇಶಗಳ ಪಟ್ಟಿ ಸಿದ್ಧಪಡಿಸಿ, ಆ ಪ್ರದೇಶಗಳಲ್ಲಿ ವಾಸಿಸುವ ಜನರನ್ನು ಸ್ಥಳಾಂತರಿಸಲು ಅಗತ್ಯ ಕ್ರಮ ಕೈಗೊಳ್ಳಬೇಕು. ಕಾಳಜಿ ಕೇಂದ್ರಗಳನ್ನು ಗುರುತಿಸಿ ಅಗತ್ಯ ಸೌಲಭ್ಯಗಳನ್ನು ಒದಗಿಸಬೇಕು. ತಾಲ್ಲೂಕು ಮಟ್ಟದಲ್ಲಿ ತಹಸೀಲ್ದಾರರ ನೇತೃತ್ವದಲ್ಲಿ ತಂಡಗಳನ್ನು ರಚಿಸಿ ಪರಿಹಾರ ಕಾರ್ಯಗಳನ್ನು ನಿರ್ವಹಿಸಬೇಕು ಎಂದು ಸೂಚಿಸಿದರು. ಎಲ್ಲಾ ತಾಲ್ಲೂಕುಗಳಲ್ಲಿ ಜೆಸಿಬಿ, ಟ್ರ್ಯಾಕ್ಟರ್, ದೋಣಿಗಳು ಸೇರಿದಂತೆ ಅಗತ್ಯ ಉಪಕರಣಗಳನ್ನು ಸಿದ್ಧವಾಗಿಟ್ಟುಕೊಳ್ಳಬೇಕು. ಅಗ್ನಿಶಾಮಕ ದಳ, ಪೊಲೀಸ್, ಗೃಹರಕ್ಷಕ ದಳ ಸಿಬ್ಬಂದಿಗೆ ಅಗತ್ಯ ತರಬೇತಿ ನೀಡಬೇಕು. ವಿದ್ಯುತ್ ಸಂಪರ್ಕ ಕಡಿತಗೊಂಡಾಗ ಶೀಘ್ರ ಮರುಸ್ಥಾಪನೆಗೆ ಸೆಸ್ಕ್ ಅಧಿಕಾರಿಗಳು ಸಿದ್ಧರಿರಬೇಕು. ಅಗತ್ಯ ಔಷಧಿ, ಆಹಾರ ಧಾನ್ಯಗಳ ದಾಸ್ತಾನು ಇಟ್ಟುಕೊಳ್ಳಬೇಕು ಎಂದು ಅವರು ಸೂಚನೆ ನೀಡಿದರು. ಜಿಲ್ಲಾ ಆರೋಗ್ಯ ಮತ್ತು ಕುಟುಂಬ ಕಲ್ಯಾಣಾಧಿಕಾರಿಗಳು ಸಾಂಕ್ರಾಮಿಕ ರೋಗಗಳು ಹರಡದಂತೆ ಅಗತ್ಯ ಮುನ್ನೆಚ್ಚರಿಕೆ ಕ್ರಮ ಕೈಗೊಳ್ಳಬೇಕು ಎಂದರು. bbox=[743, 788, 1098, 980]
water-title-1: ಬತ್ತದ ನದಿ-ತೊರೆ; ಮಲೆನಾಡಿನಲ್ಲೇ bbox=[1116, 366, 1345, 389]
meeting-photo bbox=[548, 393, 1100, 635]
water-body: ಹಾಸನ, ಮೇ 10- ಈ ಬಾರಿಯ ಬಿರುಬಿಸಿಲಿನ ಕಾವಿಗೆ ನದಿ, ಹಳ್ಳ, ಕೆರೆ ಕಟ್ಟೆಗಳೆಲ್ಲಾ ಬತ್ತಿ ಹೋಗಿದ್ದು, ಕುಡಿಯುವ ನೀರಿಗಾಗಿ ಮಲೆನಾಡಿನಲ್ಲೇ ಹಾಹಾಕಾರ ಶುರುವಾಗಿದೆ. ಪಶ್ಚಿಮ ಘಟ್ಟದ ನದಿ ತೊರೆಗಳು ಬತ್ತಿ ಹೋಗಿರುವುದರಿಂದ ಸಕಲೇಶಪುರದ ಮಲೆನಾಡು ಭಾಗದಲ್ಲಿ ಕುಡಿಯುವ ನೀರಿನ ತೀವ್ರ ಸಮಸ್ಯೆ ಉದ್ಭವಿಸಿದೆ. ಹೇಮಾವತಿ ನದಿ ಸಹ ಬರಿದಾಗಿದ್ದು, ನದಿ ಪಾತ್ರದ ಗ್ರಾಮಗಳ ಜನರು ನೀರಿಗಾಗಿ ಪರದಾಡುವಂತಾಗಿದೆ. bbox=[1118, 420, 1447, 499]
registration-dot bbox=[231, 2211, 243, 2222]
obit-body: ಹಾಸನ, ಮೇ 10- ಕೃಷಿ ವಿಜ್ಞಾನಿ ಹಾಗೂ ಹಿರಿಯ ಸಹಕಾರಿ ಧುರೀಣ ಡಾ.ಹೆಚ್.ಎಸ್.ನಿಂಗಪ್ಪ(83) ಅನಾರೋಗ್ಯದಿಂದ ಬೆಂಗಳೂರಿನ ಖಾಸಗಿ ಆಸ್ಪತ್ರೆಯಲ್ಲಿ ನಿಧನರಾದರು. ನಿಂಗಪ್ಪ ಅವರು ಕೃಷಿ ವಿಶ್ವವಿದ್ಯಾಲಯದಲ್ಲಿ ಪ್ರಾಧ್ಯಾಪಕರಾಗಿ ಸೇವೆ ಸಲ್ಲಿಸಿ ನಿವೃತ್ತರಾಗಿದ್ದರು. ಮೃತರು ಪತ್ನಿ, ಇಬ್ಬರು ಪುತ್ರರು ಹಾಗೂ ಅಪಾರ ಬಂಧುಗಳನ್ನು ಅಗಲಿದ್ದಾರೆ. ಅಂತ್ಯಕ್ರಿಯೆ ಸ್ವಗ್ರಾಮದಲ್ಲಿ ನೆರವೇರಿಸಲಾಯಿತು. ಗಣ್ಯರು ಸಂತಾಪ ಸೂಚಿಸಿದ್ದಾರೆ. bbox=[1107, 2023, 1452, 2102]
water-after-2: ರಾಜಕೀಯವಾಗಿ ಪ್ರತಿ ಸೂಚಿಸಿದರು. ಜಿಲ್ಲಾ ಉಸ್ತುವಾರಿ ಕಾರ್ಯದರ್ಶಿ ರಮಣರೆಡ್ಡಿ, ಪ್ರಾದೇಶಿಕ ಆಯುಕ್ತರು, ಉಪವಿಭಾಗಾಧಿಕಾರಿಗಳು ಸೇರಿದಂತೆ ಹಲವು ಅಧಿಕಾರಿಗಳು ಉಪಸ್ಥಿತರಿದ್ದರು. bbox=[1283, 845, 1452, 924]
shankaracharya-photo bbox=[365, 1433, 731, 1592]
